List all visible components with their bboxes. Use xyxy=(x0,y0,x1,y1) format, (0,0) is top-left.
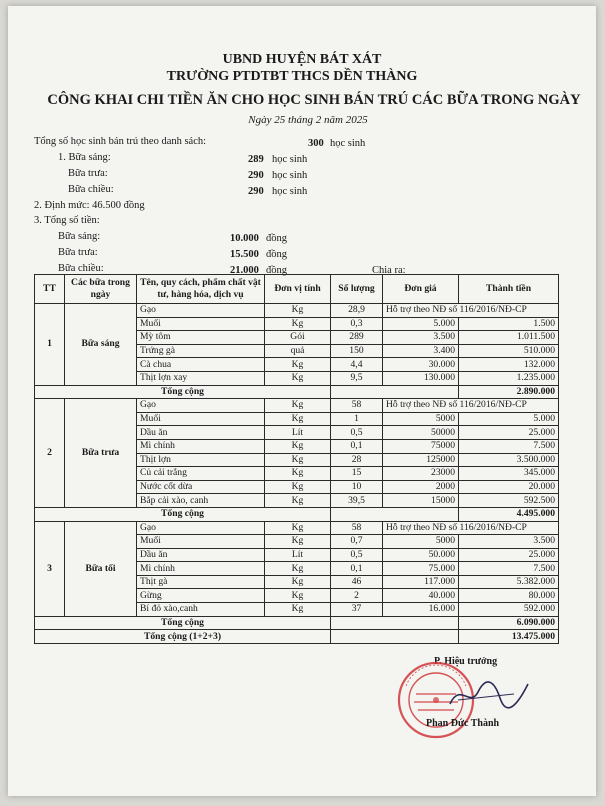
item-name: Bắp cải xào, canh xyxy=(137,494,265,508)
norm-line: 2. Định mức: 46.500 đồng xyxy=(34,200,145,211)
item-qty: 289 xyxy=(331,331,383,345)
item-total: 1.235.000 xyxy=(459,371,559,385)
col-header-qty: Số lượng xyxy=(331,275,383,304)
item-unit: Kg xyxy=(265,304,331,318)
item-unit: Kg xyxy=(265,453,331,467)
item-unit: Kg xyxy=(265,589,331,603)
item-name: Nước cốt dừa xyxy=(137,480,265,494)
total-students-value: 300 xyxy=(308,138,324,149)
item-unit: Kg xyxy=(265,317,331,331)
item-unit: Lít xyxy=(265,548,331,562)
item-total: 5.000 xyxy=(459,412,559,426)
item-unit: Kg xyxy=(265,467,331,481)
table-row xyxy=(35,304,559,318)
item-unit: Kg xyxy=(265,562,331,576)
item-total: 20.000 xyxy=(459,480,559,494)
item-name: Dầu ăn xyxy=(137,426,265,440)
document-page xyxy=(8,6,596,796)
item-price: 3.400 xyxy=(383,344,459,358)
item-total: 7.500 xyxy=(459,562,559,576)
grand-total-spacer xyxy=(331,630,459,644)
meal-number: 2 xyxy=(35,399,65,508)
col-header-meal: Các bữa trong ngày xyxy=(65,275,137,304)
item-name: Gạo xyxy=(137,304,265,318)
subtotal-label: Tổng cộng xyxy=(35,616,331,630)
col-header-item: Tên, quy cách, phẩm chất vật tư, hàng hóa, dịch vụ xyxy=(137,275,265,304)
lunch-count-label: Bữa trưa: xyxy=(68,168,108,179)
item-price: 40.000 xyxy=(383,589,459,603)
subtotal-row xyxy=(35,385,559,399)
subtotal-spacer xyxy=(331,507,459,521)
handwritten-signature xyxy=(444,674,534,714)
item-name: Mì chính xyxy=(137,439,265,453)
meal-number: 3 xyxy=(35,521,65,616)
item-name: Dầu ăn xyxy=(137,548,265,562)
item-total: 345.000 xyxy=(459,467,559,481)
item-price: 50.000 xyxy=(383,548,459,562)
item-price: 3.500 xyxy=(383,331,459,345)
item-price: 75.000 xyxy=(383,562,459,576)
col-header-total: Thành tiền xyxy=(459,275,559,304)
money-breakfast-label: Bữa sáng: xyxy=(58,231,101,242)
item-name: Gạo xyxy=(137,399,265,413)
meal-number: 1 xyxy=(35,304,65,386)
item-price: 15000 xyxy=(383,494,459,508)
item-price: 50000 xyxy=(383,426,459,440)
item-price: 16.000 xyxy=(383,603,459,617)
item-qty: 39,5 xyxy=(331,494,383,508)
item-total: 3.500.000 xyxy=(459,453,559,467)
item-total: 132.000 xyxy=(459,358,559,372)
lunch-count: 290 xyxy=(248,170,264,181)
item-total: 25.000 xyxy=(459,548,559,562)
money-lunch-unit: đồng xyxy=(266,249,287,260)
item-name: Cà chua xyxy=(137,358,265,372)
support-note: Hỗ trợ theo NĐ số 116/2016/NĐ-CP xyxy=(383,304,559,318)
item-price: 5.000 xyxy=(383,317,459,331)
money-dinner-label: Bữa chiều: xyxy=(58,263,104,274)
item-qty: 2 xyxy=(331,589,383,603)
item-total: 25.000 xyxy=(459,426,559,440)
item-qty: 150 xyxy=(331,344,383,358)
signer-title: P. Hiệu trưởng xyxy=(434,656,498,667)
item-total: 80.000 xyxy=(459,589,559,603)
item-qty: 15 xyxy=(331,467,383,481)
item-unit: Kg xyxy=(265,399,331,413)
item-name: Củ cải trắng xyxy=(137,467,265,481)
item-name: Thịt lợn xay xyxy=(137,371,265,385)
item-qty: 0,5 xyxy=(331,426,383,440)
item-qty: 58 xyxy=(331,521,383,535)
item-price: 130.000 xyxy=(383,371,459,385)
support-note: Hỗ trợ theo NĐ số 116/2016/NĐ-CP xyxy=(383,399,559,413)
item-name: Muối xyxy=(137,412,265,426)
subtotal-spacer xyxy=(331,616,459,630)
item-name: Gạo xyxy=(137,521,265,535)
item-unit: Kg xyxy=(265,494,331,508)
breakfast-count-unit: học sinh xyxy=(272,154,308,165)
item-name: Mỳ tôm xyxy=(137,331,265,345)
item-unit: Gói xyxy=(265,331,331,345)
money-breakfast-unit: đồng xyxy=(266,233,287,244)
dinner-count-unit: học sinh xyxy=(272,186,308,197)
item-unit: quả xyxy=(265,344,331,358)
item-qty: 1 xyxy=(331,412,383,426)
chia-ra-label: Chia ra: xyxy=(372,265,406,276)
item-qty: 58 xyxy=(331,399,383,413)
item-price: 5000 xyxy=(383,535,459,549)
item-unit: Kg xyxy=(265,535,331,549)
item-price: 117.000 xyxy=(383,575,459,589)
item-total: 7.500 xyxy=(459,439,559,453)
item-unit: Kg xyxy=(265,603,331,617)
signer-name: Phan Đức Thành xyxy=(426,718,500,729)
item-unit: Kg xyxy=(265,439,331,453)
subtotal-value: 4.495.000 xyxy=(459,507,559,521)
grand-total-value: 13.475.000 xyxy=(459,630,559,644)
org-name: UBND HUYỆN BÁT XÁT xyxy=(222,52,382,67)
item-unit: Kg xyxy=(265,412,331,426)
subtotal-label: Tổng cộng xyxy=(35,507,331,521)
item-qty: 0,5 xyxy=(331,548,383,562)
item-unit: Kg xyxy=(265,521,331,535)
table-header-row xyxy=(35,275,559,304)
item-qty: 9,5 xyxy=(331,371,383,385)
table-row xyxy=(35,399,559,413)
item-name: Mì chính xyxy=(137,562,265,576)
subtotal-label: Tổng cộng xyxy=(35,385,331,399)
money-dinner: 21.000 xyxy=(230,265,259,276)
item-qty: 0,1 xyxy=(331,439,383,453)
item-price: 2000 xyxy=(383,480,459,494)
item-name: Muối xyxy=(137,535,265,549)
money-breakfast: 10.000 xyxy=(230,233,259,244)
item-unit: Kg xyxy=(265,371,331,385)
item-qty: 10 xyxy=(331,480,383,494)
item-name: Gừng xyxy=(137,589,265,603)
item-total: 1.500 xyxy=(459,317,559,331)
money-dinner-unit: đồng xyxy=(266,265,287,276)
money-lunch: 15.500 xyxy=(230,249,259,260)
grand-total-row xyxy=(35,630,559,644)
item-total: 1.011.500 xyxy=(459,331,559,345)
subtotal-row xyxy=(35,507,559,521)
school-name: TRƯỜNG PTDTBT THCS DỀN THÀNG xyxy=(166,69,418,84)
document-title: CÔNG KHAI CHI TIỀN ĂN CHO HỌC SINH BÁN TRÚ CÁC BỮA TRONG NGÀY xyxy=(47,92,581,108)
item-unit: Kg xyxy=(265,358,331,372)
breakfast-count: 289 xyxy=(248,154,264,165)
item-price: 5000 xyxy=(383,412,459,426)
meal-name: Bữa trưa xyxy=(65,399,137,508)
col-header-unit: Đơn vị tính xyxy=(265,275,331,304)
table-row xyxy=(35,521,559,535)
item-price: 23000 xyxy=(383,467,459,481)
item-qty: 0,3 xyxy=(331,317,383,331)
subtotal-row xyxy=(35,616,559,630)
item-qty: 28,9 xyxy=(331,304,383,318)
col-header-tt: TT xyxy=(35,275,65,304)
dinner-count: 290 xyxy=(248,186,264,197)
item-unit: Lít xyxy=(265,426,331,440)
lunch-count-unit: học sinh xyxy=(272,170,308,181)
money-lunch-label: Bữa trưa: xyxy=(58,247,98,258)
money-label: 3. Tổng số tiền: xyxy=(34,215,100,226)
breakfast-count-label: 1. Bữa sáng: xyxy=(58,152,111,163)
item-total: 3.500 xyxy=(459,535,559,549)
item-total: 510.000 xyxy=(459,344,559,358)
item-qty: 4,4 xyxy=(331,358,383,372)
item-name: Thịt lợn xyxy=(137,453,265,467)
item-qty: 0,7 xyxy=(331,535,383,549)
subtotal-spacer xyxy=(331,385,459,399)
item-name: Muối xyxy=(137,317,265,331)
item-name: Bí đỏ xào,canh xyxy=(137,603,265,617)
item-qty: 0,1 xyxy=(331,562,383,576)
item-qty: 28 xyxy=(331,453,383,467)
item-total: 592.000 xyxy=(459,603,559,617)
item-price: 75000 xyxy=(383,439,459,453)
item-unit: Kg xyxy=(265,480,331,494)
subtotal-value: 6.090.000 xyxy=(459,616,559,630)
col-header-price: Đơn giá xyxy=(383,275,459,304)
item-total: 5.382.000 xyxy=(459,575,559,589)
item-total: 592.500 xyxy=(459,494,559,508)
meal-expense-table xyxy=(34,274,559,644)
meal-name: Bữa tối xyxy=(65,521,137,616)
item-name: Trứng gà xyxy=(137,344,265,358)
item-qty: 46 xyxy=(331,575,383,589)
item-unit: Kg xyxy=(265,575,331,589)
support-note: Hỗ trợ theo NĐ số 116/2016/NĐ-CP xyxy=(383,521,559,535)
meal-name: Bữa sáng xyxy=(65,304,137,386)
dinner-count-label: Bữa chiều: xyxy=(68,184,114,195)
item-price: 125000 xyxy=(383,453,459,467)
total-students-label: Tổng số học sinh bán trú theo danh sách: xyxy=(34,136,207,147)
document-date: Ngày 25 tháng 2 năm 2025 xyxy=(248,114,368,126)
total-students-unit: học sinh xyxy=(330,138,366,149)
item-qty: 37 xyxy=(331,603,383,617)
item-name: Thịt gà xyxy=(137,575,265,589)
item-price: 30.000 xyxy=(383,358,459,372)
grand-total-label: Tổng cộng (1+2+3) xyxy=(35,630,331,644)
subtotal-value: 2.890.000 xyxy=(459,385,559,399)
